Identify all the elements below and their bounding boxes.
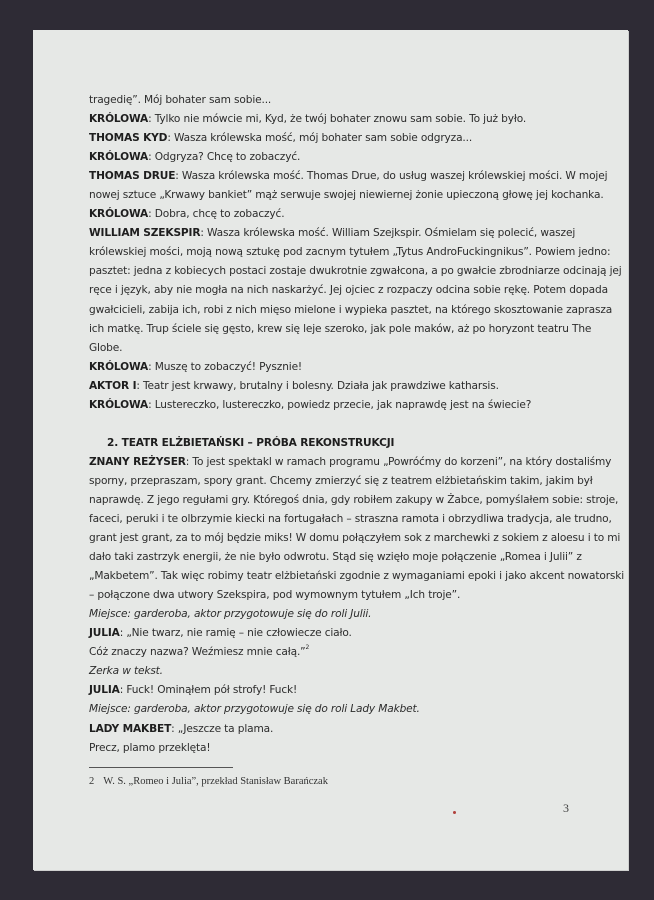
text-line: królewskiej mości, moją nową sztukę pod zacnym tytułem „Tytus AndroFuckingnikus”. Powiem jedno: [89,246,611,259]
text-line: Globe. [89,341,123,354]
speaker-name: KRÓLOWA [89,151,149,164]
dialogue-text: : Dobra, chcę to zobaczyć. [148,208,285,221]
dialogue-line [89,720,609,739]
dialogue-text: : Wasza królewska mość. Thomas Drue, do usług waszej królewskiej mości. W mojej [175,170,608,183]
speaker-name: KRÓLOWA [89,398,149,411]
dialogue-text: : Teatr jest krwawy, brutalny i bolesny. Działa jak prawdziwe katharsis. [136,379,499,392]
text-line: nowej sztuce „Krwawy bankiet” mąż serwuje swojej niewiernej żonie upieczoną głowę jej kochanka. [89,189,604,202]
speaker-name: JULIA [89,684,120,697]
section-gap [89,415,609,434]
section-heading: 2. TEATR ELŻBIETAŃSKI – PRÓBA REKONSTRUKCJI [107,436,395,449]
document-page [33,30,628,870]
text-line: faceci, peruki i te olbrzymie kiecki na fortugałach – straszna ramota i obrzydliwa tradycja, ale trudno, [89,512,612,525]
dialogue-text: : Wasza królewska mość. William Szejkspir. Ośmielam się polecić, waszej [200,227,576,240]
speaker-name: WILLIAM SZEKSPIR [89,227,201,240]
text-line: Precz, plamo przeklęta! [89,741,211,754]
stage-direction: Miejsce: garderoba, aktor przygotowuje się do roli Lady Makbet. [89,703,420,716]
text-line [89,643,609,662]
dialogue-line [89,129,609,148]
text-line: naprawdę. Z jego regułami gry. Któregoś dnia, gdy robiłem zakupy w Żabce, pomyślałem sobie: stroje, [89,493,619,506]
dialogue-line [89,167,609,186]
dialogue-text: : Tylko nie mówcie mi, Kyd, że twój bohater znowu sam sobie. To już było. [148,113,527,126]
speaker-name: AKTOR I [89,379,137,392]
dialogue-text: : Lustereczko, lustereczko, powiedz przecie, jak naprawdę jest na świecie? [148,398,532,411]
text-line: – połączone dwa utwory Szekspira, pod wymownym tytułem „Ich troje”. [89,589,461,602]
dialogue-text: : Odgryza? Chcę to zobaczyć. [148,151,301,164]
text-line: grant jest grant, za to mój będzie miks! W domu połączyłem sok z marchewki z sokiem z aloesu i to mi [89,532,621,545]
dialogue-line [89,377,609,396]
text-line: sporny, przepraszam, spory grant. Chcemy zmierzyć się z teatrem elżbietańskim takim, jakim był [89,474,593,487]
paper-speck [453,811,456,814]
speaker-name: JULIA [89,627,120,640]
dialogue-line [89,396,609,415]
dialogue-text: : „Jeszcze ta plama. [171,722,274,735]
dialogue-line [89,681,609,700]
text-line: ich matkę. Trup ściele się gęsto, krew się leje szeroko, jak pole maków, aż po horyzont teatru The [89,322,592,335]
dialogue-line [89,110,609,129]
speaker-name: ZNANY REŻYSER [89,455,186,468]
dialogue-text: : „Nie twarz, nie ramię – nie człowiecze ciało. [119,627,352,640]
dialogue-line [89,358,609,377]
text-line: pasztet: jedna z kobiecych postaci zostaje dwukrotnie zgwałcona, a po gwałcie zbrodniarze odcinają jej [89,265,622,278]
text-line: „Makbetem”. Tak więc robimy teatr elżbietański zgodnie z wymaganiami epoki i jako akcent nowatorski [89,570,625,583]
text-line: gwałcicieli, zabija ich, robi z nich mięso mielone i wypieka pasztet, na którego skosztowanie zaprasza [89,303,613,316]
dialogue-text: : Wasza królewska mość, mój bohater sam sobie odgryza... [167,132,473,145]
stage-direction: Miejsce: garderoba, aktor przygotowuje się do roli Julii. [89,608,372,621]
speaker-name: THOMAS DRUE [89,170,176,183]
line-text: Cóż znaczy nazwa? Weźmiesz mnie całą.” [89,646,306,659]
footnote-reference[interactable]: 2 [305,644,310,652]
speaker-name: KRÓLOWA [89,360,149,373]
stage-direction: Zerka w tekst. [89,665,163,678]
text-line: ręce i język, aby nie mogła na nich naskarżyć. Jej ojciec z rozpaczy odcina sobie rękę. Potem dopada [89,284,608,297]
dialogue-text: : Muszę to zobaczyć! Pysznie! [148,360,303,373]
dialogue-line [89,624,609,643]
page-number: 3 [563,801,569,815]
dialogue-text: : To jest spektakl w ramach programu „Powróćmy do korzeni”, na który dostaliśmy [185,455,612,468]
speaker-name: KRÓLOWA [89,208,149,221]
speaker-name: LADY MAKBET [89,722,172,735]
speaker-name: KRÓLOWA [89,113,149,126]
text-line: tragedię”. Mój bohater sam sobie... [89,94,272,106]
dialogue-line [89,205,609,224]
footnote-separator [89,767,233,768]
footnote-text: W. S. „Romeo i Julia”, przekład Stanisław Barańczak [103,776,328,787]
document-body [89,91,625,758]
dialogue-line [89,224,609,243]
dialogue-line [89,453,612,472]
dialogue-line [89,148,609,167]
speaker-name: THOMAS KYD [89,132,168,145]
footnote [89,776,328,787]
text-line: dało taki zastrzyk energii, że nie było odwrotu. Stąd się wzięło moje połączenie „Romea i Julii” z [89,551,582,564]
footnote-number: 2 [89,776,95,787]
dialogue-text: : Fuck! Ominąłem pół strofy! Fuck! [119,684,298,697]
